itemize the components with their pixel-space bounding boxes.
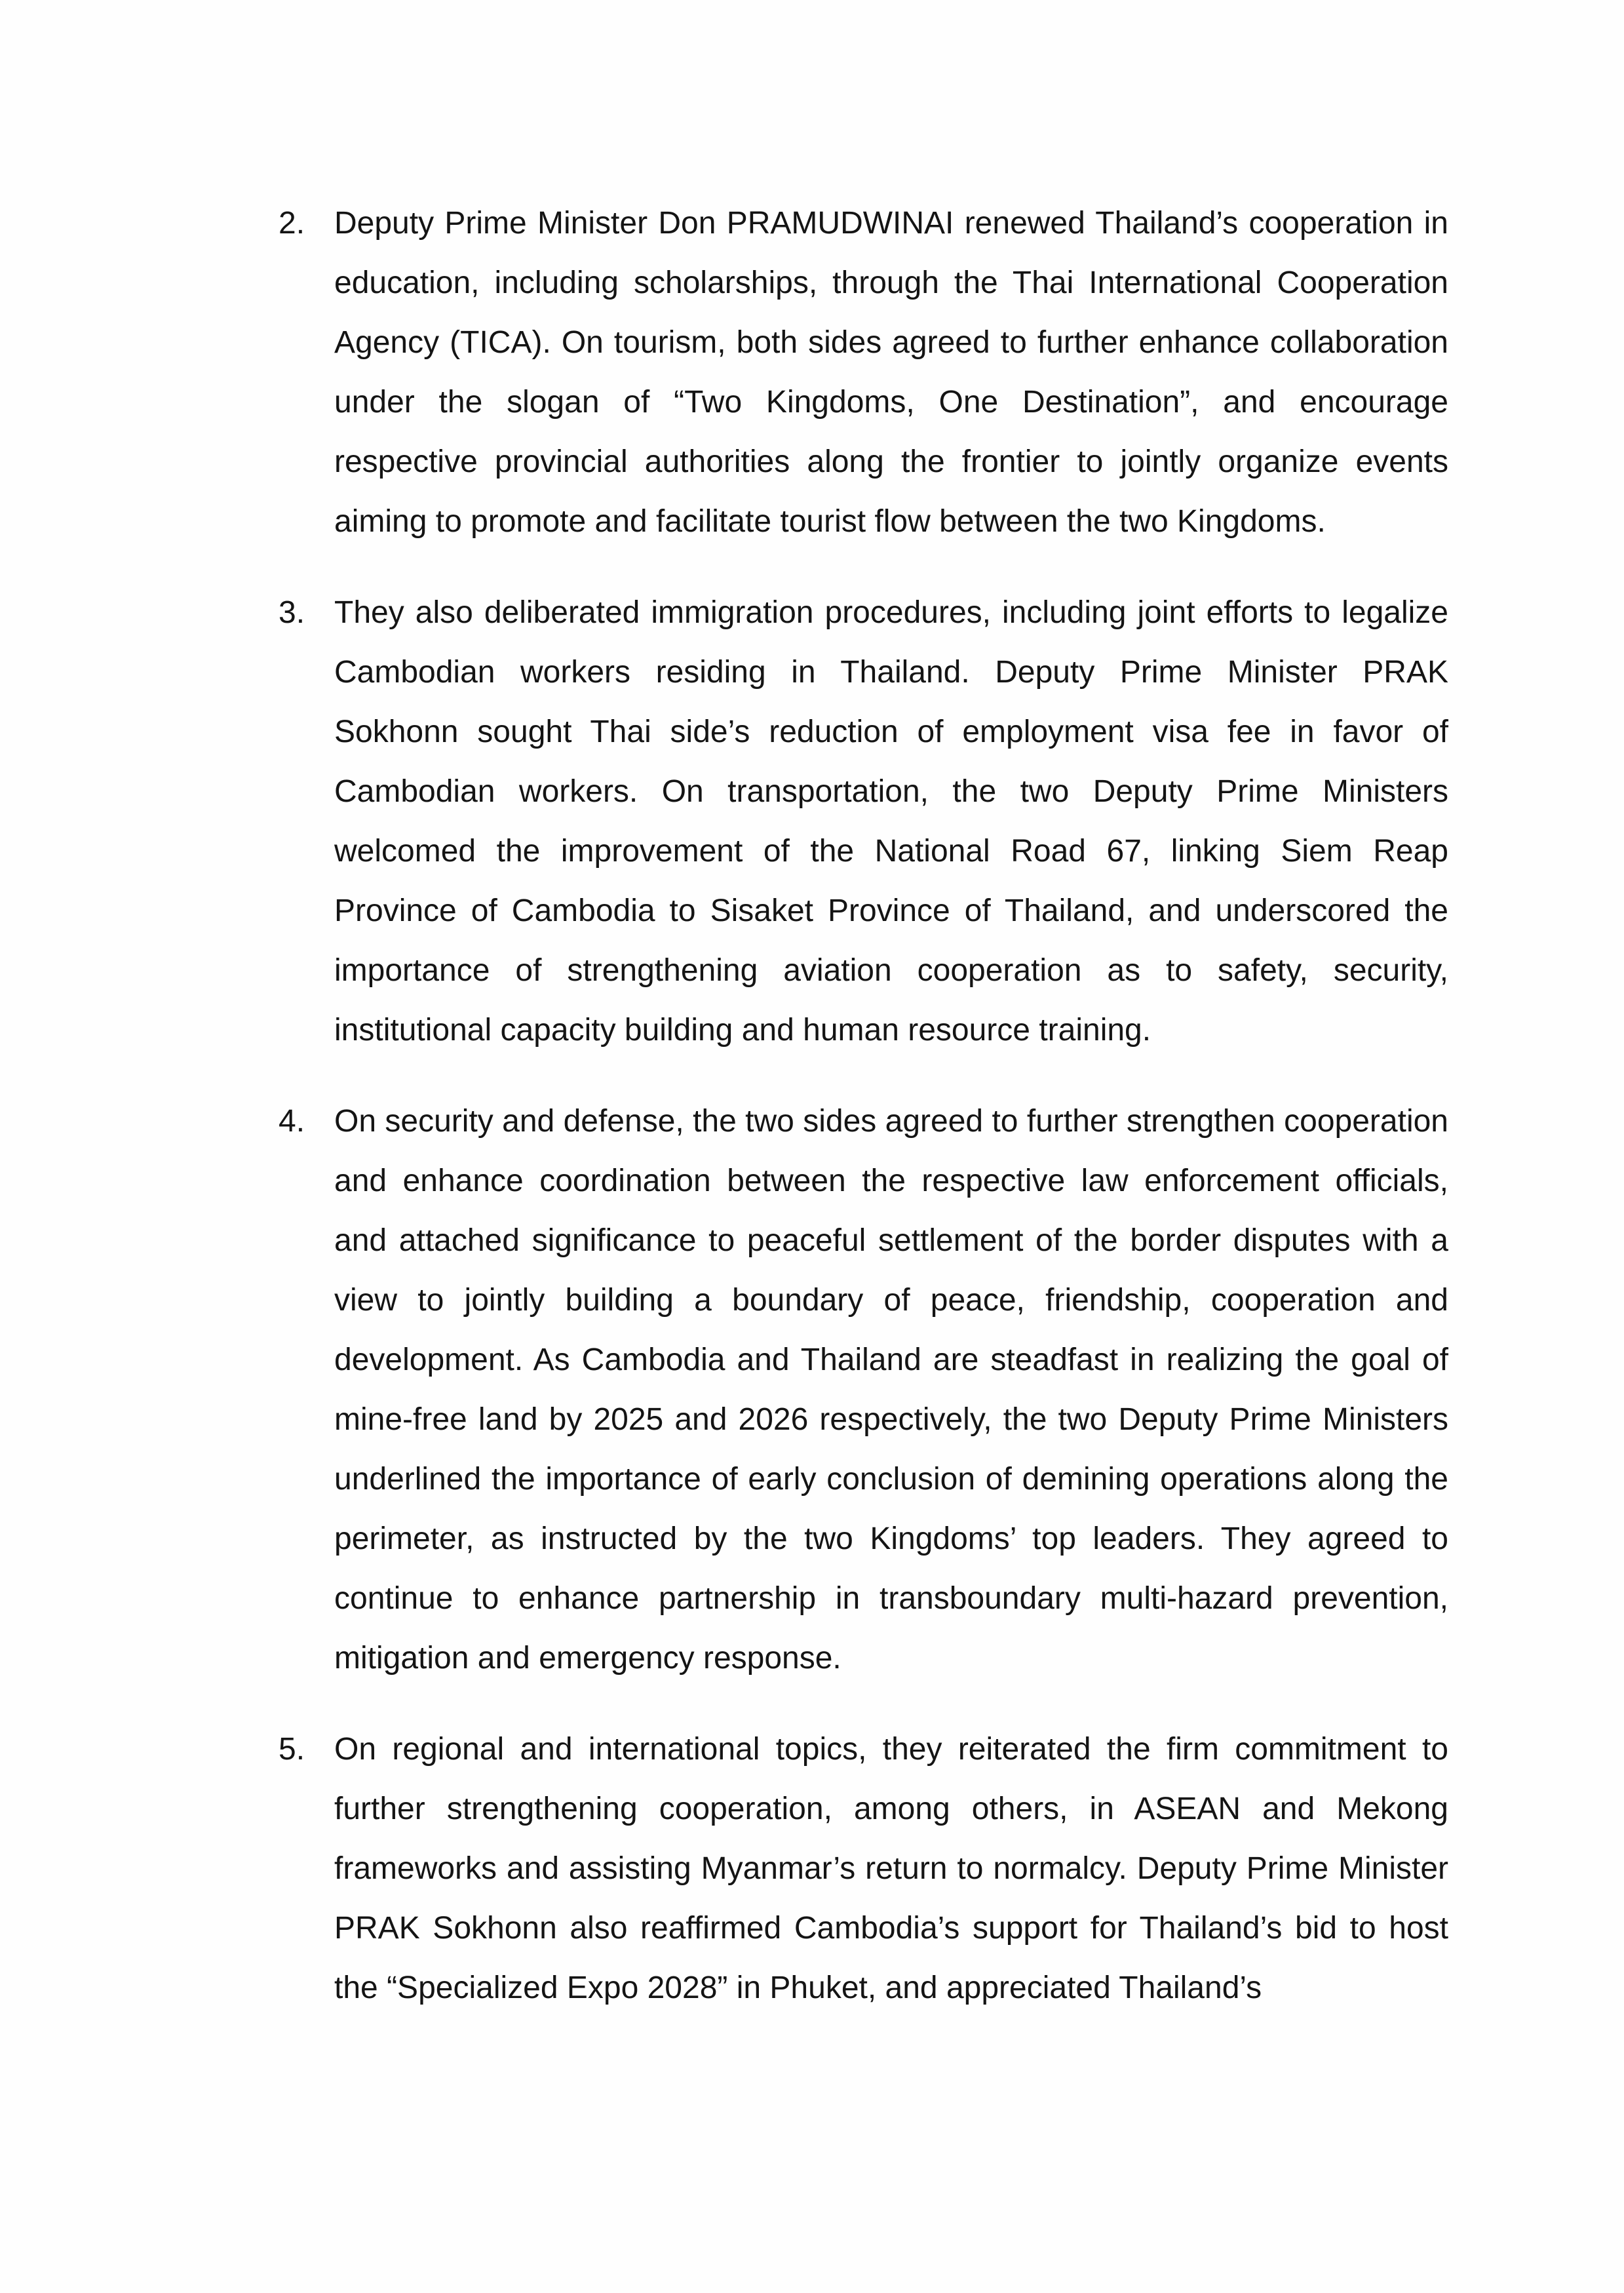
paragraph-item-2 <box>279 193 1448 551</box>
paragraph-item-3 <box>279 583 1448 1060</box>
numbered-paragraph-list <box>279 193 1448 2049</box>
paragraph-item-5 <box>279 1719 1448 2018</box>
paragraph-number: 5. <box>279 1732 305 1767</box>
paragraph-text: On security and defense, the two sides agreed to further strengthen cooperation and enhance coordination between the respective law enforcement officials, and attached significance to peaceful settlement of the border disputes with a view to jointly building a boundary of peace, friendship, cooperation and development. As Cambodia and Thailand are steadfast in realizing the goal of mine-free land by 2025 and 2026 respectively, the two Deputy Prime Ministers underlined the importance of early conclusion of demining operations along the perimeter, as instructed by the two Kingdoms’ top leaders. They agreed to continue to enhance partnership in transboundary multi-hazard prevention, mitigation and emergency response. <box>334 1104 1448 1676</box>
paragraph-item-4 <box>279 1091 1448 1688</box>
paragraph-text: Deputy Prime Minister Don PRAMUDWINAI renewed Thailand’s cooperation in education, including scholarships, through the Thai International Cooperation Agency (TICA). On tourism, both sides agreed to further enhance collaboration under the slogan of “Two Kingdoms, One Destination”, and encourage respective provincial authorities along the frontier to jointly organize events aiming to promote and facilitate tourist flow between the two Kingdoms. <box>334 206 1448 539</box>
paragraph-text: They also deliberated immigration procedures, including joint efforts to legalize Cambodian workers residing in Thailand. Deputy Prime Minister PRAK Sokhonn sought Thai side’s reduction of employment visa fee in favor of Cambodian workers. On transportation, the two Deputy Prime Ministers welcomed the improvement of the National Road 67, linking Siem Reap Province of Cambodia to Sisaket Province of Thailand, and underscored the importance of strengthening aviation cooperation as to safety, security, institutional capacity building and human resource training. <box>334 595 1448 1048</box>
paragraph-text: On regional and international topics, they reiterated the firm commitment to further strengthening cooperation, among others, in ASEAN and Mekong frameworks and assisting Myanmar’s return to normalcy. Deputy Prime Minister PRAK Sokhonn also reaffirmed Cambodia’s support for Thailand’s bid to host the “Specialized Expo 2028” in Phuket, and appreciated Thailand’s <box>334 1732 1448 2005</box>
paragraph-number: 3. <box>279 595 305 630</box>
paragraph-number: 4. <box>279 1104 305 1139</box>
paragraph-number: 2. <box>279 206 305 241</box>
